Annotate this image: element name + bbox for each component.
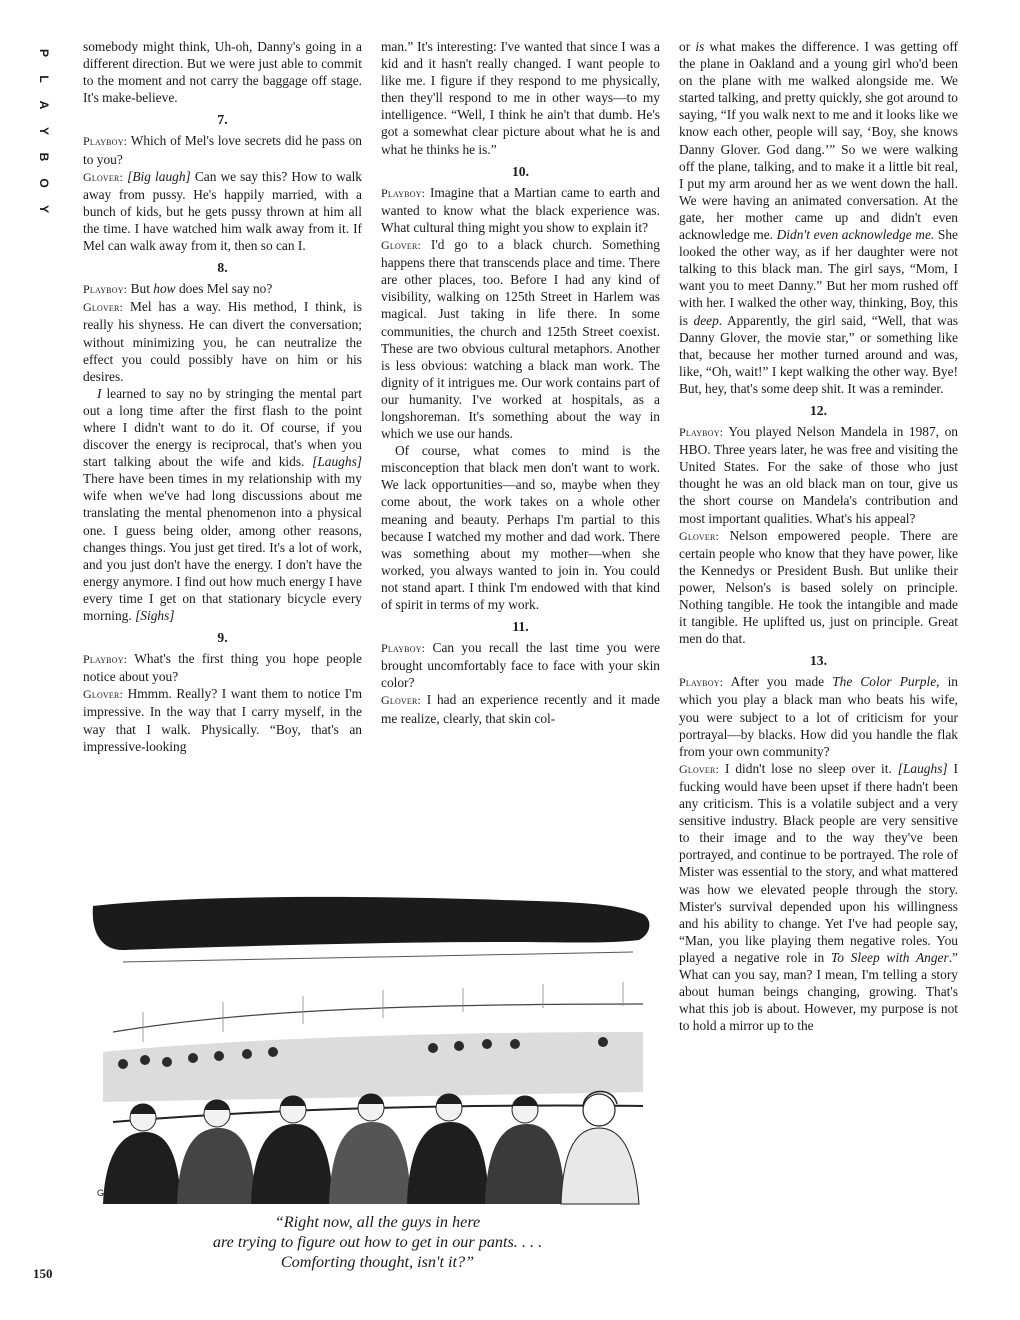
answer-text: I didn't lose no sleep over it. [724,760,898,776]
question-text: does Mel say no? [175,281,273,297]
speaker-glover: Glover: [679,761,720,776]
answer [83,298,362,384]
question-text: But [130,281,154,297]
page-number: 150 [33,1266,53,1281]
running-head-letter: A [37,100,51,110]
paragraph: Of course, what comes to mind is the misconception that black men don't want to work. We lack opportunities—and so, maybe when they come about, the work takes on a whole other meaning and beauty. Perhaps I'm partial to this because I watched my mother and dad work. There was something about my mother—when she worked, you always wanted to join in. You could not stand apart. I think I'm endowed with that kind of spirit in terms of my work. [381,443,660,612]
answer-text: Can we say this? How to walk away from pussy. He's happily married, with a bunch of kids, but he gets pussy thrown at him all the time. I have watched him walk away from it. If Mel can walk away from it, then so can I. [83,168,362,254]
speaker-playboy: Playboy: [83,134,128,149]
running-head [33,42,55,224]
cartoon-drawing [83,892,663,1207]
speaker-playboy: Playboy: [679,675,724,690]
speaker-glover: Glover: [83,687,124,702]
speaker-playboy: Playboy: [381,641,426,656]
question-number: 13. [810,653,827,669]
paragraph-text: There have been times in my relationship with my wife when we've had long discussions about me translating the mental phenomenon into a physical one. I guess being older, among other reasons, changes things. You just get tired. It's a lot of work, and you just don't have the energy. I don't have the energy anymore. I find out how much energy I have every time I get on that stationary bicycle every morning. [83,471,362,623]
column-2 [381,38,660,727]
emphasis: deep [693,312,719,328]
cartoon-illustration [83,892,663,1207]
stage-direction: [Sighs] [135,608,175,623]
paragraph-text: . Apparently, the girl said, “Well, that was Danny Glover, the movie star,” or something like that, because her mother turned around and was, like, “Oh, wait!” I kept walking the other way. Bye! But, hey, that's some deep shit. It was a reminder. [679,312,959,396]
running-head-letter: Y [37,126,51,135]
question [83,132,362,167]
running-head-letter: B [37,152,51,162]
question-text: You played Nelson Mandela in 1987, on HBO. Three years later, he was free and visiting the United States. For the sake of those who just thought he was an old black man on tour, give us the short course on Mandela's contribution and most important qualities. What's his appeal? [679,424,958,526]
answer-text: Hmmm. Really? I want them to notice I'm impressive. In the way that I carry myself, in the way that I walk. Physically. “Boy, that's an impressive-looking [83,686,362,754]
paragraph-text: She looked the other way, as if her daughter were not talking to this black man. The girl says, “Mom, I want you to meet Danny.” But her mom rushed off with her. I walked the other way, thinking, Boy, this is [679,227,958,328]
answer-text: I had an experience recently and it made me realize, clearly, that skin col- [381,692,660,726]
question-number: 8. [217,260,228,276]
answer-text: Nelson empowered people. There are certain people who know that they have power, like the Kennedys or President Bush. But unlike their power, Nelson's is based solely on principle. Nothing tangible. He took the intangible and made it tangible. He uplifted us, just on principle. Great men do that. [679,527,958,647]
emphasis: Didn't even acknowledge me. [776,227,935,243]
speaker-glover: Glover: [679,528,720,543]
column-1 [83,38,362,755]
speaker-glover: Glover: [83,300,124,315]
paragraph-text: learned to say no by stringing the mental part out a long time after the first flash to the point where I didn't want to do it. Of course, if you discover the energy is reciprocal, that's when you start talking about the wife and kids. [83,385,362,470]
cartoon-caption [95,1212,660,1272]
question-number: 12. [810,402,827,418]
question [679,673,958,759]
stage-direction: [Laughs] [897,760,948,776]
answer [381,691,660,726]
question-number: 9. [217,630,228,646]
running-head-letter: Y [37,204,51,213]
answer [83,685,362,754]
question-number: 10. [512,163,529,179]
speaker-glover: Glover: [83,169,124,184]
emphasis: I [97,385,102,401]
paragraph: somebody might think, Uh-oh, Danny's going in a different direction. But we were just able to commit to the moment and not carry the baggage off stage. It's make-believe. [83,39,362,106]
paragraph [679,38,958,397]
running-head-letter: P [37,48,51,57]
speaker-glover: Glover: [381,238,422,253]
answer-text: Mel has a way. His method, I think, is really his shyness. He can divert the conversation; without minimizing you, he can neutralize the effect you could possibly have on him or his desires. [83,299,362,384]
question-text: Can you recall the last time you were brought uncomfortably face to face with your skin color? [381,640,660,691]
question [381,184,660,236]
question [83,280,362,298]
speaker-playboy: Playboy: [381,185,426,200]
speaker-playboy: Playboy: [679,425,724,440]
paragraph-text: what makes the difference. I was getting off the plane in Oakland and a young girl who'd been on the plane with me walked alongside me. We started talking, and pretty quickly, she got around to saying, “If you walk next to me and it looks like we know each other, people will say, ‘Boy, she knows Danny Glover. God dang.’” So we were walking off the plane, talking, and to make it a little bit real, I put my arm around her as we went down the hall. We were having an animated conversation. At the gate, her mother came up and didn't even acknowledge me. [679,39,958,243]
speaker-playboy: Playboy: [83,282,128,297]
caption-line: Comforting thought, isn't it?” [280,1253,475,1271]
caption-line: “Right now, all the guys in here [274,1213,481,1231]
question-number: 7. [217,112,228,128]
stage-direction: [Laughs] [312,454,362,470]
answer [381,236,660,442]
answer-text: I fucking would have been upset if there hadn't been any criticism. This is a volatile subject and a very sensitive industry. Black people are very sensitive to their image and to the way they've been portrayed, and continue to be portrayed. The role of Mister was essential to the story, and what mattered was how we elevated people through the story. Mister's survival depended upon his willingness and his ability to change. Yet I've had people say, “Man, you like playing them negative roles. You played a negative role in [679,760,958,965]
running-head-letter: L [37,75,51,83]
paragraph [83,385,362,624]
paragraph: man.” It's interesting: I've wanted that since I was a kid and it hasn't really changed. I want people to like me. I figure if they respond to me physically, then they'll respond to me in other ways—to my intelligence. “Well, I think he ain't that dumb. He's got a somewhat clear picture about what he is and what he thinks he is.” [381,39,660,157]
speaker-playboy: Playboy: [83,652,128,667]
answer [679,527,958,648]
question-text: What's the first thing you hope people notice about you? [83,651,362,685]
answer-text: .” What can you say, man? I mean, I'm telling a story about human beings changing, growing. That's what this job is about. However, my purpose is not to hold a mirror up to the [679,949,958,1034]
answer [83,168,362,254]
answer-text: I'd go to a black church. Something happens there that transcends place and time. There are other places, too. Before I had any kind of visibility, walking on 125th Street in Harlem was magical. Just taking in life there. In some communities, the church and 125th Street coexist. These are two obvious cultural metaphors. Another is less obvious: watching a black man work. The dignity of it intrigues me. Our work contains part of our humanity. I've worked at hospitals, as a longshoreman. It's something about the way in which we use our hands. [381,237,660,442]
column-3 [679,38,958,1034]
emphasis: To Sleep with Anger [830,949,949,965]
running-head-letter: O [37,178,51,188]
paragraph-text: or [679,39,696,54]
stage-direction: [Big laugh] [127,168,191,184]
question-text: Imagine that a Martian came to earth and wanted to know what the black experience was. What cultural thing might you show to explain it? [381,184,660,235]
question-text: After you made [730,674,833,690]
question [83,650,362,685]
cartoonist-signature: GAPEL [97,1188,128,1198]
question-text: Which of Mel's love secrets did he pass on to you? [83,133,363,167]
emphasis: The Color Purple [832,674,937,690]
caption-line: are trying to figure out how to get in our pants. . . . [212,1233,543,1251]
question-text: , in which you play a black man who beats his wife, you were subject to a lot of criticism for your portrayal—by blacks. How did you handle the flak from your own community? [679,674,959,759]
question-number: 11. [512,619,529,635]
emphasis: how [153,281,176,297]
question [679,423,958,527]
emphasis: is [695,39,705,54]
answer [679,760,958,1035]
question [381,639,660,691]
speaker-glover: Glover: [381,693,422,708]
